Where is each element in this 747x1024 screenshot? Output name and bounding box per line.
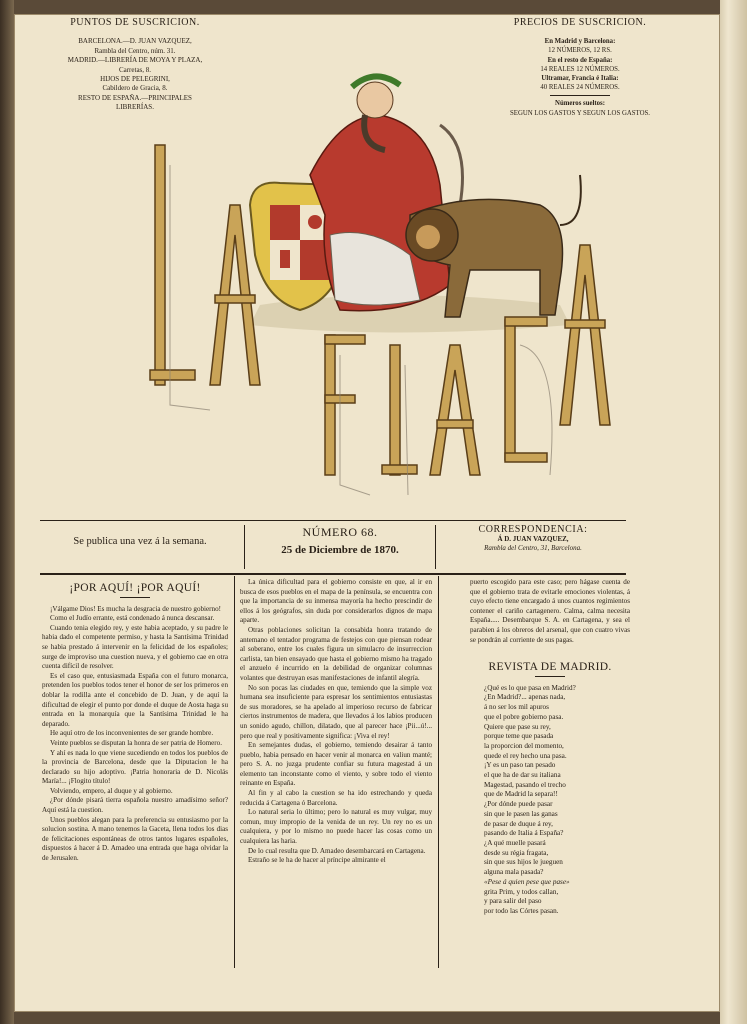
column-divider [438,576,439,968]
issue-number: NÚMERO 68. [302,525,378,539]
article-column-2 [240,578,432,866]
price-line: 14 REALES 12 NÚMEROS. [540,65,620,73]
poem-line: Quiere que pase su rey, [484,722,551,731]
paragraph: Y ahí es nada lo que viene sucediendo en todos los pueblos de la provincia de Barcelona, desde que la Diputacion le ha declarado su hijo adoptivo. ¡Patria honoraria de D. Nicolás María!... ¡Flogito título! [42,748,228,786]
paragraph: Como el Judío errante, está condenado á nunca descansar. [50,614,215,623]
poem-line: á no ser los mil apuros [484,703,549,712]
masthead-illustration [140,55,640,515]
sub-line: Carretas, 8. [118,65,152,74]
paragraph: No son pocas las ciudades en que, temiendo que la simple voz humana sea insuficiente para espresar los sentimientos entusiastas de sus moradores, se ha apelado al imperioso recurso de fabricar ciertos instrumentos de madera, que llevados á los labios producen un sonido agudo, chillon, dilatado, que al parecer hace ¡Pii...ú!... pero que real y positivamente significa: ¡Viva el rey! [240,683,432,740]
paragraph: ¡Válgame Dios! Es mucha la desgracia de nuestro gobierno! [50,604,221,613]
paragraph: puerto escogido para este caso; pero hágase cuenta de que el gobierno trata de evitarle emociones violentas, á cuyo efecto tiene encargado á unos cuantos regimientos contener el cariño cartagenero. Calma, calma necesita España..... Desembarque S. A. en Cartagena, y sea el parabien á los obreros del arsenal, que con cuatro vivas se pondrán al corriente de sus pagas. [470,578,630,644]
poem-line: ¿Qué es lo que pasa en Madrid? [484,683,576,692]
poem-line: y para salir del paso [484,897,542,906]
poem-line: pasando de Italia á España? [484,829,564,838]
issue-info-bar [40,520,626,575]
paragraph: Unos pueblos alegan para la preferencia su entusiasmo por la solucion sostina. A mano tenemos la Gaceta, llena todos los dias de felicitaciones espontáneas de otros tantos lugares españoles, dispuestos á hacer á D. Amadeo una entrada que haga olvidar la de Jerusalen. [42,815,228,863]
poem-line: de pasar de duque á rey, [484,819,553,828]
sub-line: BARCELONA.—D. JUAN VAZQUEZ, [78,37,192,46]
ornament-rule [535,676,565,677]
price-line: 40 REALES 24 NÚMEROS. [540,84,620,92]
subscription-prices-title: PRECIOS DE SUSCRICION. [513,17,647,28]
issue-number-box [244,525,436,569]
article-column-1 [42,578,228,864]
poem-line: sin que le pasen las ganas [484,809,558,818]
page-edge [720,0,747,1024]
sub-line: LIBRERÍAS. [116,103,154,112]
price-line: Números sueltos: [555,100,605,108]
paragraph: Estraño se le ha de hacer al príncipe almirante el [248,856,386,865]
price-line: 12 NÚMEROS, 12 RS. [548,47,612,55]
poem-line: ¡Y es un paso tan pesado [484,761,556,770]
paragraph: Veinte pueblos se disputan la honra de ser patria de Homero. [50,738,222,747]
sub-line: Cabildero de Gracia, 8. [102,84,168,93]
sub-line: MADRID.—LIBRERÍA DE MOYA Y PLAZA, [67,56,203,65]
poem-line: Magestad, pasando el trecho [484,780,566,789]
paragraph: Otras poblaciones solicitan la consabida honra tratando de antemano el tentador programa de festejos con que piensan rodear al soberano, entre los cuales figura un simulacro de insurreccion carlista, tan bien ensayado que hasta el gobierno mismo ha tragado el anzuelo é incurrido en la debilidad de organizar columnas volantes que destruyan esas manifestaciones de infantil alegría. [240,625,432,682]
section-title: REVISTA DE MADRID. [488,661,612,674]
price-line: Ultramar, Francia é Italia: [541,75,619,83]
ornament-rule [120,597,150,598]
paragraph: En semejantes dudas, el gobierno, temiendo desairar á tanto pueblo, habia pensado en hacer venir al monarca en valiun manté; pero S. A. no juzga prudente confiar su futura magestad á un elemento tan inconstante como el viento, y sobre todo el viento reinante en España. [240,741,432,788]
price-line: SEGUN LOS GASTOS Y SEGUN LOS GASTOS. [510,109,650,117]
article-column-3 [470,578,630,917]
poem-line: ¿En Madrid?... apenas nada, [484,693,566,702]
article-title: ¡POR AQUÍ! ¡POR AQUÍ! [69,582,201,594]
sub-line: Rambla del Centro, núm. 31. [94,46,176,55]
correspondence-title: CORRESPONDENCIA: [478,524,588,535]
paragraph: La única dificultad para el gobierno consiste en que, al ir en busca de esos pueblos en el mapa de la península, se encuentra con que la importancia de su inmensa mayoría ha hecho prescindir de ellos á los geógrafos, sin duda por considerarlos dignos de mapa aparte. [240,578,432,625]
subscription-points-title: PUNTOS DE SUSCRICION. [70,17,200,28]
poem [470,684,630,917]
column-divider [234,576,235,968]
publication-frequency: Se publica una vez á la semana. [73,536,207,547]
poem-line: que de Madrid la separa!! [484,790,558,799]
poem-line: grita Prim, y todos callan, [484,887,559,896]
price-line: En Madrid y Barcelona: [544,38,616,46]
paragraph: ¿Por dónde pisará tierra española nuestro amadísimo señor? Aquí está la cuestion. [42,796,228,815]
issue-date: 25 de Diciembre de 1870. [281,544,399,556]
poem-line: el que ha de dar su italiana [484,771,561,780]
paragraph: Volviendo, empero, al duque y al gobierno. [50,786,173,795]
poem-line: la proporcion del momento, [484,741,564,750]
price-line: En el resto de España: [547,56,613,64]
poem-line: ¿Por dónde puede pasar [484,800,553,809]
poem-line: quede el rey hecho una pasa. [484,751,567,760]
poem-line: ¿A qué muelle pasará [484,839,546,847]
paragraph: Cuando tenia elegido rey, y este habia aceptado, y su padre le habia dado el competente permiso, y hasta la Santísima Trinidad se habia prestado á intervenir en la felicidad de los españoles; surge de improviso una cuestion nueva, y el gobierno cae en otra cuenta difícil de resolver. [42,623,228,671]
book-spine [0,0,14,1024]
paragraph: Es el caso que, entusiasmada España con el futuro monarca, pretenden los pueblos todos tener el honor de ser los primeros en doblar la rodilla ante el concebido de D. Juan, y de aquí la dificultad de elegir el punto por donde el duque de Aosta haga su entrada en la monarquía que la Santísima Trinidad le ha deparado. [42,671,228,728]
poem-line: sin que sus hijos le jueguen [484,858,563,867]
paragraph: Lo natural seria lo último; pero lo natural es muy vulgar, muy comun, muy impropio de la venida de un rey. Un rey no es un cualquiera, y por lo mismo no puede hacer las cosas como un cualquiera las haria. [240,808,432,846]
correspondence-name: Á D. JUAN VAZQUEZ, [497,534,569,543]
sub-line: HIJOS DE PELEGRINI, [100,75,170,84]
poem-line: «Pese á quien pese que pase» [484,877,570,886]
poem-line: que el pobre gobierno pasa. [484,712,564,721]
correspondence-box [438,525,628,554]
spain-figure-icon [310,76,463,310]
paragraph: De lo cual resulta que D. Amadeo desembarcará en Cartagena. [248,846,426,855]
paragraph: Al fin y al cabo la cuestion se ha ido estrechando y queda reducida á Cartagena ó Barcelona. [240,789,432,807]
poem-line: alguna mala pasada? [484,868,544,877]
poem-line: desde su régia fragata, [484,848,549,857]
paragraph: He aquí otro de los inconvenientes de ser grande hombre. [50,729,214,738]
poem-line: porque teme que pasada [484,732,554,741]
correspondence-address: Rambla del Centro, 31, Barcelona. [484,544,582,552]
poem-line: por todo las Córtes pasan. [484,906,559,915]
sub-line: RESTO DE ESPAÑA.—PRINCIPALES [78,93,192,102]
